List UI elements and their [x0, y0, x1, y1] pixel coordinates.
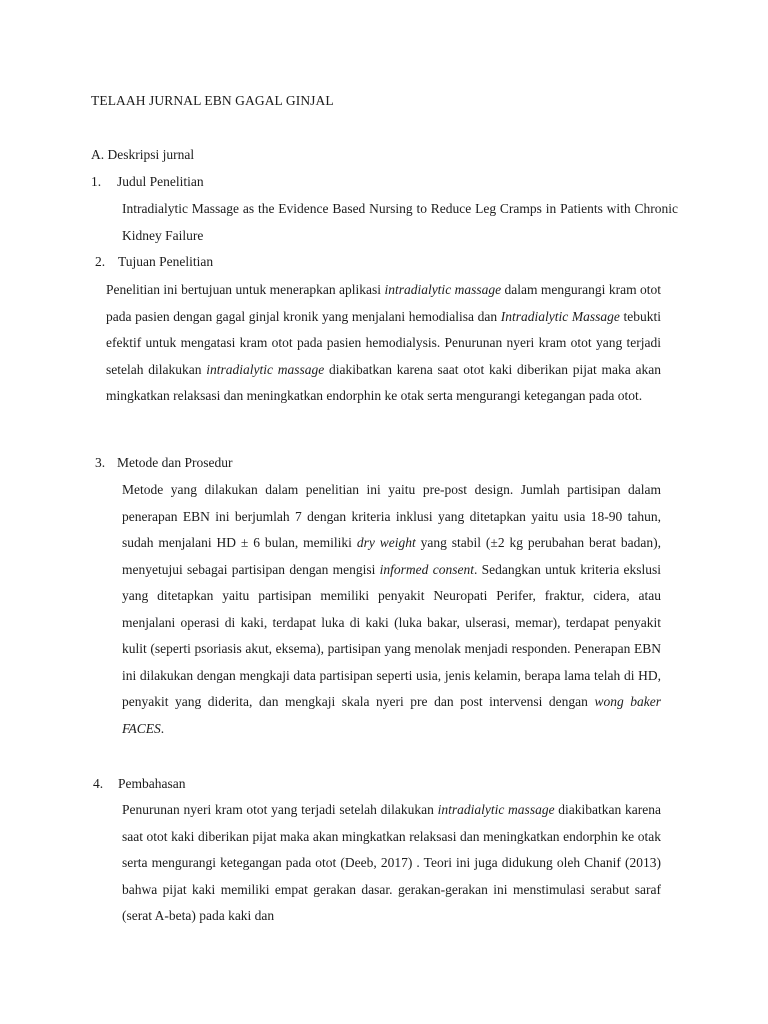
- item-3-italic-term: dry weight: [356, 535, 416, 550]
- item-2-paragraph: [106, 277, 661, 410]
- item-2-text-segment: tebukti efektif untuk mengatasi kram otot pada pasien hemodialysis. Penurunan nyeri kram otot yang terjadi setelah dilakukan: [106, 308, 661, 377]
- item-3-text-segment: . Sedangkan untuk kriteria ekslusi yang ditetapkan yaitu partisipan memiliki penyakit Neuropati Perifer, fraktur, cidera, atau menjalani operasi di kaki, terdapat luka di kaki (luka bakar, ulserasi, memar), terdapat penyakit kulit (seperti psoriasis akut, eksema), partisipan yang menolak menjadi responden. Penerapan EBN ini dilakukan dengan mengkaji data partisipan seperti usia, jenis kelamin, berapa lama telah di HD, penyakit yang diderita, dan mengkaji skala nyeri pre dan post intervensi dengan: [122, 561, 661, 709]
- item-1-body: [122, 196, 678, 249]
- item-3-paragraph: [122, 477, 661, 742]
- item-3-text-segment: Metode yang dilakukan dalam penelitian ini yaitu pre-post design. Jumlah partisipan dalam penerapan EBN ini berjumlah 7 dengan kriteria inklusi yang ditetapkan yaitu usia 18-90 tahun, sudah menjalani HD ± 6 bulan, memiliki: [122, 482, 661, 550]
- item-4-title: Pembahasan: [118, 776, 186, 791]
- item-2-italic-term: intradialytic massage: [384, 282, 502, 297]
- section-a-label: A.: [91, 147, 105, 162]
- item-4-body: [122, 797, 661, 930]
- item-4-text-segment: Penurunan nyeri kram otot yang terjadi setelah dilakukan: [122, 802, 438, 817]
- item-1-number: 1.: [91, 174, 102, 189]
- item-2-heading: [95, 254, 213, 270]
- item-1-heading: [91, 174, 204, 190]
- item-3-body: [122, 477, 661, 742]
- item-2-italic-term: intradialytic massage: [206, 361, 325, 377]
- item-2-text-segment: diakibatkan karena saat otot kaki diberikan pijat maka akan mingkatkan relaksasi dan meningkatkan endorphin ke otak serta mengurangi ketegangan pada otot.: [106, 361, 661, 403]
- item-1-text: Intradialytic Massage as the Evidence Based Nursing to Reduce Leg Cramps in Patients with Chronic Kidney Failure: [122, 201, 678, 243]
- item-2-text-segment: dalam mengurangi kram otot pada pasien dengan gagal ginjal kronik yang menjalani hemodialisa dan: [106, 282, 661, 324]
- item-2-italic-term: Intradialytic Massage: [500, 308, 620, 324]
- item-2-body: [106, 277, 661, 410]
- item-4-text-segment: diakibatkan karena saat otot kaki diberikan pijat maka akan mingkatkan relaksasi dan meningkatkan endorphin ke otak serta mengurangi ketegangan pada otot (Deeb, 2017) . Teori ini juga didukung oleh Chanif (2013) bahwa pijat kaki memiliki empat gerakan dasar. gerakan-gerakan ini menstimulasi serabut saraf (serat A-beta) pada kaki dan: [122, 802, 661, 923]
- item-3-text-segment: .: [160, 720, 165, 736]
- item-3-italic-term: wong baker FACES: [122, 694, 661, 736]
- item-2-text-segment: Penelitian ini bertujuan untuk menerapkan aplikasi: [106, 282, 385, 297]
- item-3-italic-term: informed consent: [379, 561, 474, 577]
- item-4-italic-term: intradialytic massage: [437, 802, 555, 817]
- item-3-title: Metode dan Prosedur: [117, 455, 233, 470]
- item-3-heading: [95, 455, 232, 471]
- item-3-number: 3.: [95, 455, 106, 470]
- item-4-paragraph: [122, 797, 661, 930]
- item-2-number: 2.: [95, 254, 106, 269]
- item-1-title: Judul Penelitian: [117, 174, 204, 189]
- item-4-heading: [93, 776, 185, 792]
- document-title: TELAAH JURNAL EBN GAGAL GINJAL: [91, 93, 334, 108]
- section-a-heading: [91, 147, 194, 163]
- item-3-text-segment: yang stabil (±2 kg perubahan berat badan), menyetujui sebagai partisipan dengan mengisi: [122, 535, 662, 577]
- section-a-title: Deskripsi jurnal: [107, 147, 195, 162]
- item-4-number: 4.: [93, 776, 104, 791]
- item-2-title: Tujuan Penelitian: [118, 254, 214, 269]
